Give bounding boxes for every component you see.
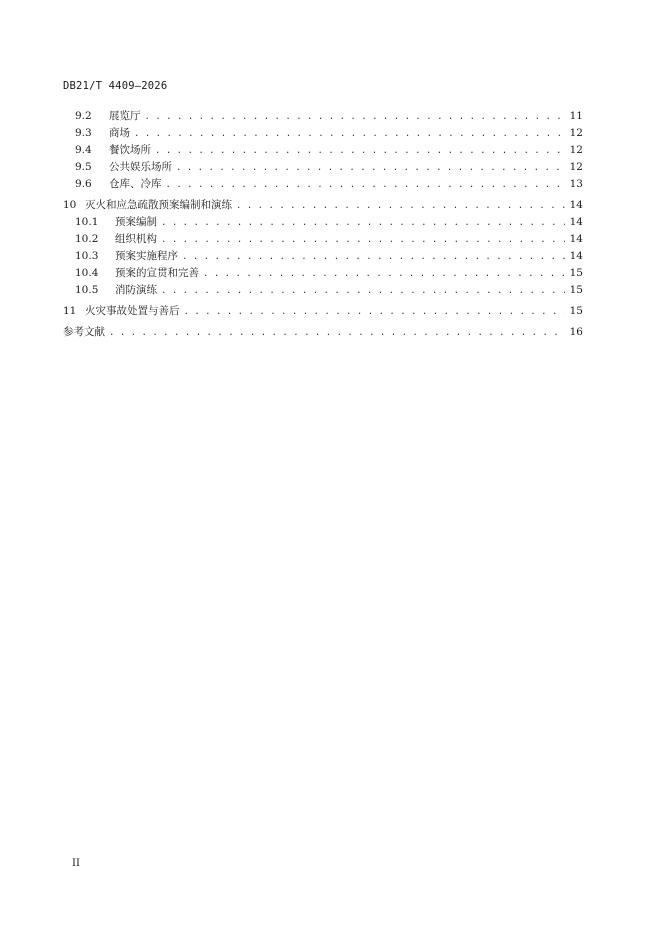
toc-chapter[interactable] [63,197,583,214]
toc-entry-number: 10.4 [75,267,99,279]
toc-entry-number: 10 [63,199,77,211]
toc-entry-number: 10.3 [75,250,99,262]
toc-entry-page: 14 [569,250,583,262]
toc-entry-title: 消防演练 [115,284,157,296]
toc-entry-page: 14 [569,233,583,245]
toc-entry-title: 商场 [109,127,130,139]
toc-entry-title: 火灾事故处置与善后 [85,305,180,317]
toc-references[interactable] [63,324,583,341]
toc-entry[interactable] [63,159,583,176]
toc-leader-dots [161,232,565,249]
toc-entry-number: 10.5 [75,284,99,296]
toc-entry-page: 15 [569,284,583,296]
toc-entry-page: 11 [569,110,583,122]
toc-entry-title: 展览厅 [109,110,141,122]
toc-entry-title: 预案的宣贯和完善 [115,267,199,279]
toc-entry-title: 公共娱乐场所 [109,161,172,173]
toc-leader-dots [182,249,565,266]
toc-entry[interactable] [63,125,583,142]
toc-entry-page: 15 [569,305,583,317]
toc-entry-title: 预案实施程序 [115,250,178,262]
toc-leader-dots [184,304,566,321]
toc-leader-dots [166,177,566,194]
toc-entry-title: 灭火和应急疏散预案编制和演练 [85,199,232,211]
toc-entry-number: 9.2 [75,110,92,122]
toc-leader-dots [155,143,565,160]
toc-entry[interactable] [63,265,583,282]
toc-entry-page: 12 [569,161,583,173]
toc-entry-number: 9.6 [75,178,92,190]
toc-leader-dots [203,266,565,283]
toc-entry-number: 9.3 [75,127,92,139]
toc-entry-title: 预案编制 [115,216,157,228]
toc-entry-page: 16 [569,326,583,338]
toc-chapter[interactable] [63,303,583,320]
page-number: II [72,858,80,869]
toc-entry[interactable] [63,214,583,231]
toc-entry[interactable] [63,282,583,299]
toc-entry-title: 仓库、冷库 [109,178,162,190]
toc-entry[interactable] [63,108,583,125]
toc-entry-page: 13 [569,178,583,190]
toc-entry-page: 12 [569,144,583,156]
toc-entry-title: 餐饮场所 [109,144,151,156]
toc-entry[interactable] [63,231,583,248]
toc-leader-dots [161,215,565,232]
toc-entry-page: 15 [569,267,583,279]
toc-leader-dots [236,198,565,215]
toc-entry[interactable] [63,142,583,159]
toc-leader-dots [176,160,565,177]
toc-entry-page: 12 [569,127,583,139]
toc-leader-dots [145,109,566,126]
toc-leader-dots [161,283,565,300]
toc-entry-page: 14 [569,199,583,211]
toc-entry-number: 9.5 [75,161,92,173]
toc-entry-title: 参考文献 [63,326,105,338]
toc-entry-title: 组织机构 [115,233,157,245]
toc-entry[interactable] [63,248,583,265]
toc-entry-number: 10.2 [75,233,99,245]
toc-entry-number: 11 [63,305,77,317]
table-of-contents [63,108,583,341]
toc-leader-dots [134,126,565,143]
toc-leader-dots [109,325,565,342]
toc-entry-number: 10.1 [75,216,99,228]
toc-entry-number: 9.4 [75,144,92,156]
toc-entry-page: 14 [569,216,583,228]
document-id: DB21/T 4409—2026 [63,80,168,92]
toc-entry[interactable] [63,176,583,193]
